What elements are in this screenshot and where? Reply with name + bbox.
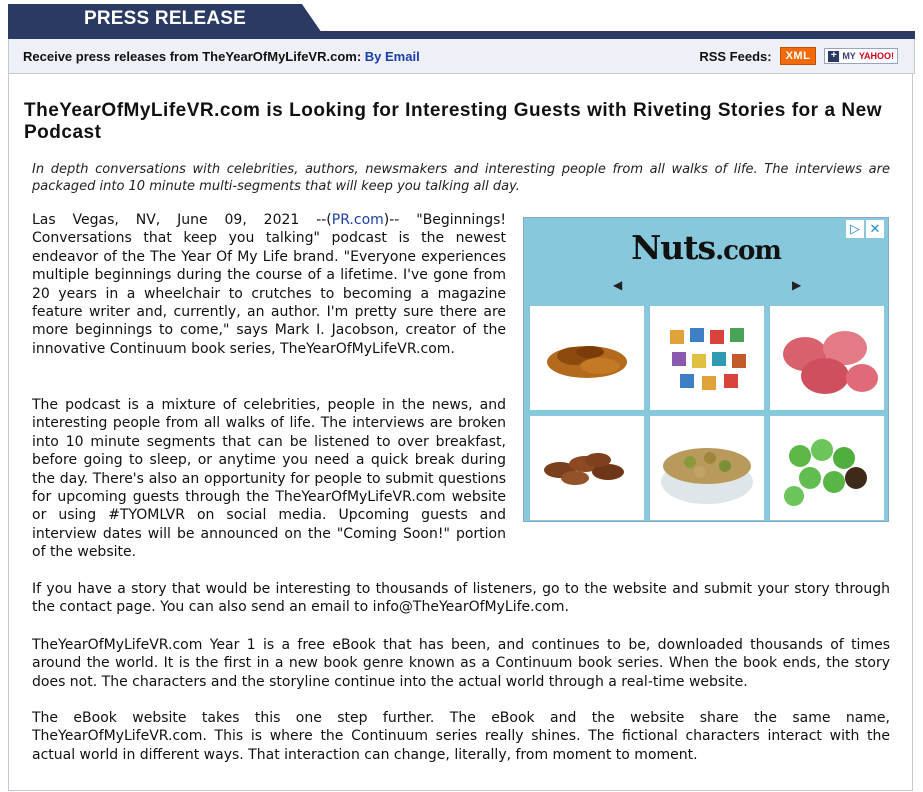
ad-product-dried-fruit[interactable]: [530, 306, 644, 410]
paragraph-4: TheYearOfMyLifeVR.com Year 1 is a free eBook that has been, and continues to be, downloaded thousands of times around the world. It is the first in a new book genre known as a Continuum book series. When the book ends, the story does not. The characters and the storyline continue into the actual world through a real-time website.: [32, 637, 890, 690]
my-yahoo-my: MY: [842, 51, 856, 61]
by-email-link[interactable]: By Email: [364, 49, 420, 64]
close-icon[interactable]: ✕: [866, 220, 884, 238]
green-candy-image: [770, 416, 884, 520]
ad-product-green-candy[interactable]: [770, 416, 884, 520]
ad-brand-logo[interactable]: [524, 228, 888, 267]
prev-arrow-icon[interactable]: ◀: [613, 278, 623, 292]
my-yahoo-brand: YAHOO!: [858, 51, 894, 61]
article-title: TheYearOfMyLifeVR.com is Looking for Interesting Guests with Riveting Stories for a New Podcast: [24, 100, 882, 143]
ad-product-pistachios[interactable]: [650, 416, 764, 520]
my-yahoo-button[interactable]: [824, 48, 898, 64]
header-strip: [8, 31, 915, 39]
adchoices-icon[interactable]: ▷: [846, 220, 864, 238]
p1-before: Las Vegas, NV, June 09, 2021 --(: [32, 212, 332, 228]
prcom-link[interactable]: PR.com: [331, 212, 384, 228]
receive-text: Receive press releases from TheYearOfMyLifeVR.com:: [23, 49, 365, 64]
ad-product-pecans[interactable]: [530, 416, 644, 520]
candy-image: [770, 306, 884, 410]
advertisement[interactable]: [523, 217, 889, 522]
dried-fruit-image: [530, 306, 644, 410]
ad-brand-suffix: .com: [715, 236, 781, 266]
snack-packs-image: [650, 306, 764, 410]
paragraph-3: If you have a story that would be interesting to thousands of listeners, go to the website and submit your story through the contact page. You can also send an email to info@TheYearOfMyLife.com.: [32, 581, 890, 616]
paragraph-1: [32, 211, 506, 358]
pistachios-image: [650, 416, 764, 520]
ad-brand: Nuts: [631, 228, 716, 267]
article-summary: In depth conversations with celebrities, authors, newsmakers and interesting people from all walks of life. The interviews are packaged into 10 minute multi-segments that will keep you talking all day.: [32, 162, 890, 194]
plus-icon: +: [828, 51, 839, 62]
pecans-image: [530, 416, 644, 520]
xml-feed-button[interactable]: XML: [780, 47, 817, 65]
rss-feeds: [699, 47, 898, 65]
p1-after: )-- "Beginnings! Conversations that keep you talking" podcast is the newest endeavor of the The Year Of My Life brand. "Everyone experiences multiple beginnings during the course of a lifetime. I've gone from 20 years in a wheelchair to crutches to becoming a magazine feature writer and, currently, an author. I'm pretty sure there are more beginnings to come," says Mark I. Jacobson, creator of the innovative Continuum book series, TheYearOfMyLifeVR.com.: [32, 212, 506, 357]
rss-label: RSS Feeds:: [699, 48, 772, 64]
top-bar: [0, 0, 923, 40]
paragraph-2: The podcast is a mixture of celebrities, people in the news, and interesting people from all walks of life. The interviews are broken into 10 minute segments that can be listened to over breakfast, before going to sleep, or anytime you need a quick break during the day. There's also an opportunity for people to submit questions for upcoming guests through the TheYearOfMyLifeVR.com website or using #TYOMLVR on social media. Upcoming guests and interview dates will be announced on the "Coming Soon!" portion of the website.: [32, 397, 506, 561]
receive-releases: [23, 49, 420, 64]
press-release-title: PRESS RELEASE: [84, 8, 247, 29]
ad-product-snack-packs[interactable]: [650, 306, 764, 410]
ad-product-candy[interactable]: [770, 306, 884, 410]
next-arrow-icon[interactable]: ▶: [792, 278, 802, 292]
subscription-bar: [8, 39, 915, 74]
paragraph-5: The eBook website takes this one step further. The eBook and the website share the same name, TheYearOfMyLifeVR.com. This is where the Continuum series really shines. The fictional characters interact with the actual world in different ways. That interaction can change, literally, from moment to moment.: [32, 710, 890, 763]
